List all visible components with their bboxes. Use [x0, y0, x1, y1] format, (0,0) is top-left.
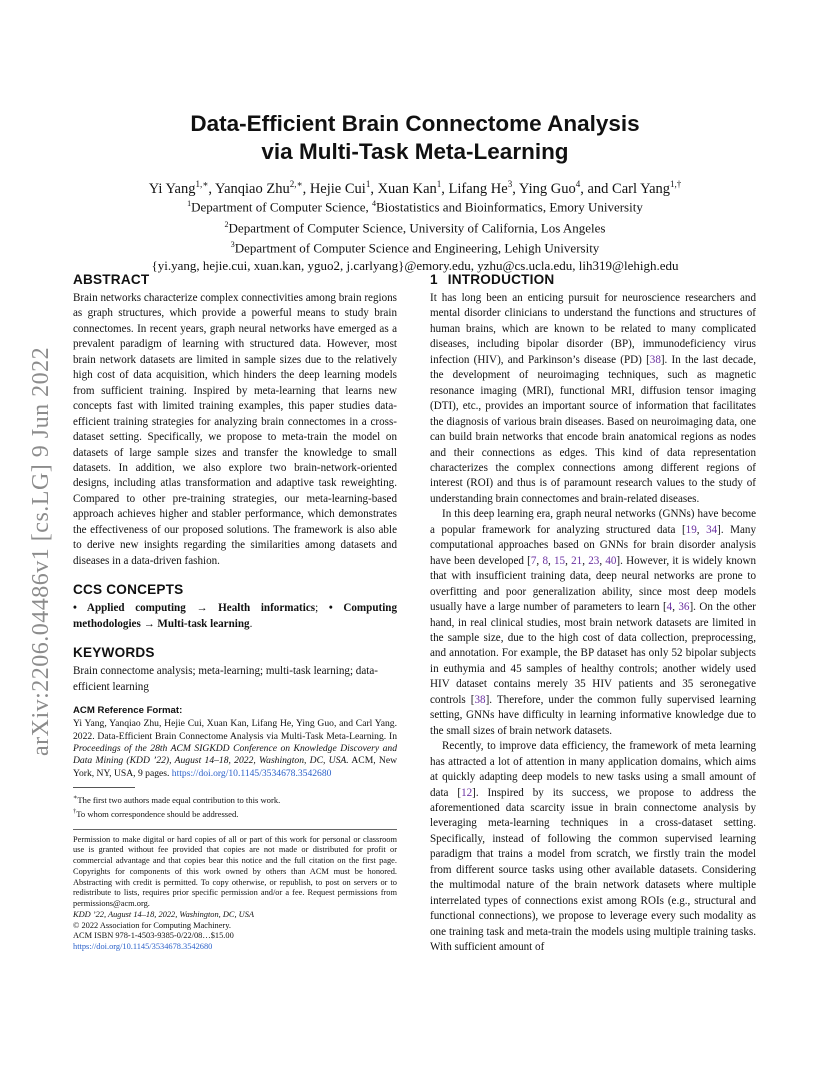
- affiliations: [60, 195, 770, 274]
- text-run: ,: [672, 601, 679, 614]
- title-line-2: via Multi-Task Meta-Learning: [261, 139, 569, 164]
- citation-link[interactable]: 4: [666, 601, 673, 614]
- text-run: ,: [536, 554, 543, 567]
- acm-reference-doi-link[interactable]: https://doi.org/10.1145/3534678.3542680: [171, 767, 332, 779]
- title-line-1: Data-Efficient Brain Connectome Analysis: [190, 111, 640, 136]
- intro-paragraph-2: [430, 507, 756, 739]
- copyright-line: © 2022 Association for Computing Machinery.: [73, 920, 231, 930]
- author-list: Yi Yang$^{1,∗}$, Yanqiao Zhu$^{2,∗}$, Hejie Cui$^1$, Xuan Kan$^1$, Lifang He$^3$, Ying Guo$^4$, and Carl Yang$^{1,\dagger}$: [148, 179, 682, 197]
- text-run: ]. Many computational approaches based on GNNs for brain disorder analysis have been developed [: [430, 523, 757, 567]
- text-run: ]. Therefore, under the common fully supervised learning setting, GNNs have difficulty in learning informative knowledge due to the small sizes of brain network datasets.: [430, 693, 756, 737]
- abstract-text: Brain networks characterize complex connectivities among brain regions as graph structures, which provide a powerful means to study brain connectomes. In recent years, graph neural networks have emerged as a prevalent paradigm of learning with structured data. However, most brain network datasets are limited in sample sizes due to the relatively high cost of data acquisition, which hinders the deep learning models from sufficient training. Inspired by meta-learning that learns new concepts fast with limited training examples, this paper studies data-efficient training strategies for analyzing brain connectomes in a cross-dataset setting. Specifically, we propose to meta-train the model on datasets of large sample sizes and transfer the knowledge to small datasets. In addition, we also explore two brain-network-oriented designs, including atlas transformation and adaptive task reweighting. Compared to other pre-training strategies, our meta-learning-based approach achieves higher and stabler performance, which demonstrates the effectiveness of our proposed solutions. The framework is also able to derive new insights regarding the similarities among datasets and diseases in a data-driven fashion.: [73, 292, 397, 567]
- arxiv-id-text: arXiv:2206.04486v1 [cs.LG] 9 Jun 2022: [28, 346, 54, 756]
- footnote-correspondence: †To whom correspondence should be addressed.: [73, 808, 239, 820]
- text-run: ,: [565, 554, 572, 567]
- citation-link[interactable]: 19: [685, 523, 697, 536]
- author-name: and Carl Yang: [587, 180, 671, 197]
- text-run: ,: [599, 554, 606, 567]
- citation-link[interactable]: 15: [554, 554, 566, 567]
- ccs-heading: CCS CONCEPTS: [73, 582, 184, 598]
- text-run: ]. On the other hand, in real clinical studies, most brain network datasets are limited in the sample size, due to the high cost of data collection, preprocessing, and annotation. For example, the BP dataset has only 52 bipolar subjects in euthymia and 45 samples of healthy controls; another widely used HIV dataset contains merely 35 HIV patients and 35 seronegative controls [: [430, 601, 757, 706]
- isbn-line: ACM ISBN 978-1-4503-9385-0/22/08…$15.00: [73, 931, 234, 941]
- affiliation-line-3: $^3$Department of Computer Science and Engineering, Lehigh University: [230, 240, 600, 256]
- permission-rule: [73, 829, 397, 830]
- conference-info: KDD ’22, August 14–18, 2022, Washington, DC, USA: [73, 909, 255, 919]
- author-affiliation-marker: 1: [365, 179, 371, 189]
- author-name: Yanqiao Zhu: [215, 180, 290, 197]
- acm-reference-text: Yi Yang, Yanqiao Zhu, Hejie Cui, Xuan Kan, Lifang He, Ying Guo, and Carl Yang. 2022. Data-Efficient Brain Connectome Analysis via Multi-Task Meta-Learning. In Proceedings of the 28th ACM SIGKDD Conference on Knowledge Discovery and Data Mining (KDD ’22), August 14–18, 2022, Washington, DC, USA. ACM, New York, NY, USA, 9 pages. https://doi.org/10.1145/3534678.3542680: [73, 718, 398, 779]
- permission-text: Permission to make digital or hard copies of all or part of this work for personal or classroom use is granted without fee provided that copies are not made or distributed for profit or commercial advantage and that copies bear this notice and the full citation on the first page. Copyrights for components of this work owned by others than ACM must be honored. Abstracting with credit is permitted. To copy otherwise, or republish, to post on servers or to redistribute to lists, requires prior specific permission and/or a fee. Request permissions from permissions@acm.org.: [73, 834, 397, 909]
- intro-paragraph-3: [430, 739, 756, 955]
- affiliation-line-2: $^2$Department of Computer Science, University of California, Los Angeles: [224, 219, 606, 235]
- citation-link[interactable]: 8: [542, 554, 548, 567]
- text-run: ]. Inspired by its success, we propose to address the aforementioned data scarcity issue in brain connectome analysis by leveraging meta-learning techniques in a cross-dataset setting. Specifically, instead of following the common supervised learning paradigm that trains a model from scratch, we firstly train the model from different source tasks using other available datasets. Considering the multimodal nature of the brain network datasets where multiple interrelated types of connections exist among ROIs (e.g., structural and functional connections), we propose to leverage every such modality as one training task and meta-train the models using multiple training tasks. With sufficient amount of: [430, 786, 756, 954]
- intro-paragraph-1: [430, 291, 756, 507]
- text-run: ]. In the last decade, the development of neuroimaging techniques, such as magnetic resonance imaging (MRI), functional MRI, diffusion tensor imaging (DTI), etc., provides an important source of information that facilitates the diagnosis of various brain diseases. Based on neuroimaging data, one can build brain networks that encode brain anatomical regions as nodes and their connections as edges. This kind of data representation characterizes the complex connections among different regions of interest (ROI) and thus is of paramount research values to the study of understanding brain connectomes and brain-related diseases.: [430, 353, 756, 505]
- author-affiliation-marker: 1,∗: [195, 179, 209, 189]
- footnote-rule: [73, 787, 135, 788]
- citation-link[interactable]: 40: [605, 554, 617, 567]
- citation-link[interactable]: 21: [571, 554, 583, 567]
- citation-link[interactable]: 7: [530, 554, 537, 567]
- text-run: ]. However, it is widely known that with insufficient training data, deep neural networks are prone to overfitting and poor generalization ability, since most deep models usually have a large number of parameters to learn [: [430, 554, 757, 614]
- text-run: ,: [547, 554, 554, 567]
- keywords-text: Brain connectome analysis; meta-learning; multi-task learning; data-efficient learning: [73, 665, 378, 693]
- arxiv-side-stamp: [14, 296, 62, 758]
- author-name: Yi Yang: [148, 180, 196, 197]
- citation-link[interactable]: 34: [706, 523, 718, 536]
- author-affiliation-marker: 2,∗: [289, 179, 303, 189]
- text-run: ,: [582, 554, 589, 567]
- affiliation-line-1: $^1$Department of Computer Science, $^4$Biostatistics and Bioinformatics, Emory University: [187, 199, 643, 215]
- author-emails: {yi.yang, hejie.cui, xuan.kan, yguo2, j.carlyang}@emory.edu, yzhu@cs.ucla.edu, lih319@lehigh.edu: [151, 257, 679, 273]
- permission-doi-link[interactable]: https://doi.org/10.1145/3534678.3542680: [73, 942, 213, 952]
- footnote-equal-contribution: ∗The first two authors made equal contribution to this work.: [73, 793, 281, 805]
- author-affiliation-marker: 1,†: [670, 179, 682, 189]
- author-affiliation-marker: 1: [436, 179, 442, 189]
- text-run: In this deep learning era, graph neural networks (GNNs) have become a popular framework for analyzing structured data [: [430, 508, 756, 536]
- author-name: Ying Guo: [518, 180, 576, 197]
- introduction-heading: 1 INTRODUCTION: [430, 272, 555, 287]
- author-name: Lifang He: [448, 180, 508, 197]
- abstract-heading: ABSTRACT: [73, 272, 150, 287]
- keywords-heading: KEYWORDS: [73, 645, 155, 661]
- citation-link[interactable]: 23: [588, 554, 600, 567]
- left-column: [73, 271, 397, 953]
- text-run: ,: [696, 523, 707, 536]
- author-name: Xuan Kan: [377, 180, 437, 197]
- acm-reference-heading: ACM Reference Format:: [73, 704, 183, 716]
- author-affiliation-marker: 3: [507, 179, 513, 189]
- paper-title: [90, 110, 740, 166]
- text-run: Recently, to improve data efficiency, the framework of meta learning has attracted a lot of attention in many application domains, which aims at quickly adapting deep models to new tasks using a small amount of data [: [430, 740, 756, 799]
- citation-link[interactable]: 36: [678, 601, 690, 614]
- citation-link[interactable]: 38: [474, 693, 486, 706]
- citation-link[interactable]: 12: [461, 786, 473, 799]
- text-run: It has long been an enticing pursuit for neuroscience researchers and mental disorder clinicians to understand the functions and structures of human brains, which are known to be related to many complicated diseases, including bipolar disorder (BP), immunodeficiency virus infection (HIV), and Parkinson’s disease (PD) [: [430, 292, 756, 366]
- right-column: [430, 271, 756, 955]
- author-affiliation-marker: 4: [575, 179, 581, 189]
- ccs-text: • Applied computing → Health informatics; • Computing methodologies → Multi-task learning.: [73, 602, 398, 630]
- author-name: Hejie Cui: [309, 180, 366, 197]
- citation-link[interactable]: 38: [649, 353, 661, 366]
